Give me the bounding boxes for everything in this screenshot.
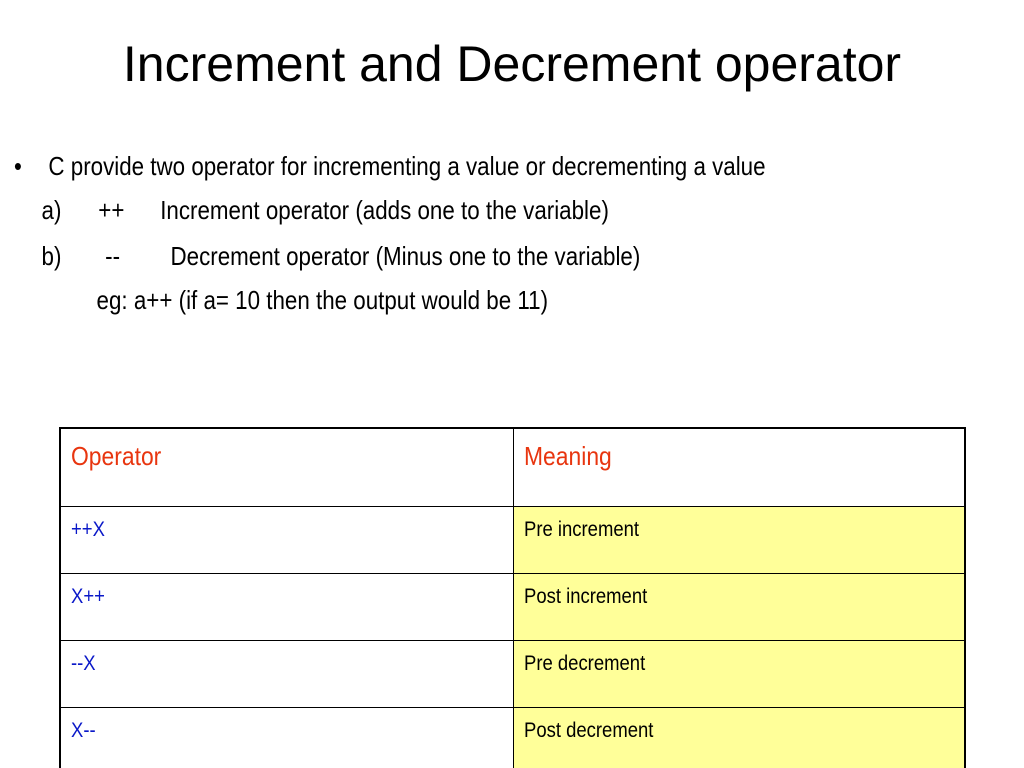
example-line [14, 278, 822, 324]
operator-cell: X++ [60, 574, 514, 641]
slide-title: Increment and Decrement operator [122, 36, 902, 92]
example-text: eg: a++ (if a= 10 then the output would be 11) [96, 285, 549, 315]
table-row [60, 708, 965, 768]
bullet-block [14, 146, 822, 324]
bullet-item [14, 146, 822, 186]
meaning-cell: Post decrement [514, 708, 966, 768]
meaning-cell: Pre increment [514, 507, 966, 574]
list-item-increment [14, 186, 822, 232]
operator-symbol: ++ [98, 195, 125, 225]
header-operator: Operator [60, 428, 514, 507]
table-row [60, 574, 965, 641]
list-marker: a) [41, 195, 62, 225]
operator-table [59, 427, 966, 768]
bullet-text: C provide two operator for incrementing a value or decrementing a value [48, 151, 766, 181]
list-item-decrement [14, 232, 822, 278]
operator-description: Increment operator (adds one to the variable) [160, 195, 609, 225]
operator-description: Decrement operator (Minus one to the variable) [170, 241, 641, 271]
table-row [60, 507, 965, 574]
operator-cell: X-- [60, 708, 514, 768]
operator-cell: ++X [60, 507, 514, 574]
header-meaning: Meaning [514, 428, 966, 507]
table-row [60, 641, 965, 708]
bullet-dot-icon: • [14, 151, 22, 181]
meaning-cell: Post increment [514, 574, 966, 641]
operator-symbol: -- [105, 241, 121, 271]
meaning-cell: Pre decrement [514, 641, 966, 708]
list-marker: b) [41, 241, 62, 271]
operator-cell: --X [60, 641, 514, 708]
table-header-row [60, 428, 965, 507]
